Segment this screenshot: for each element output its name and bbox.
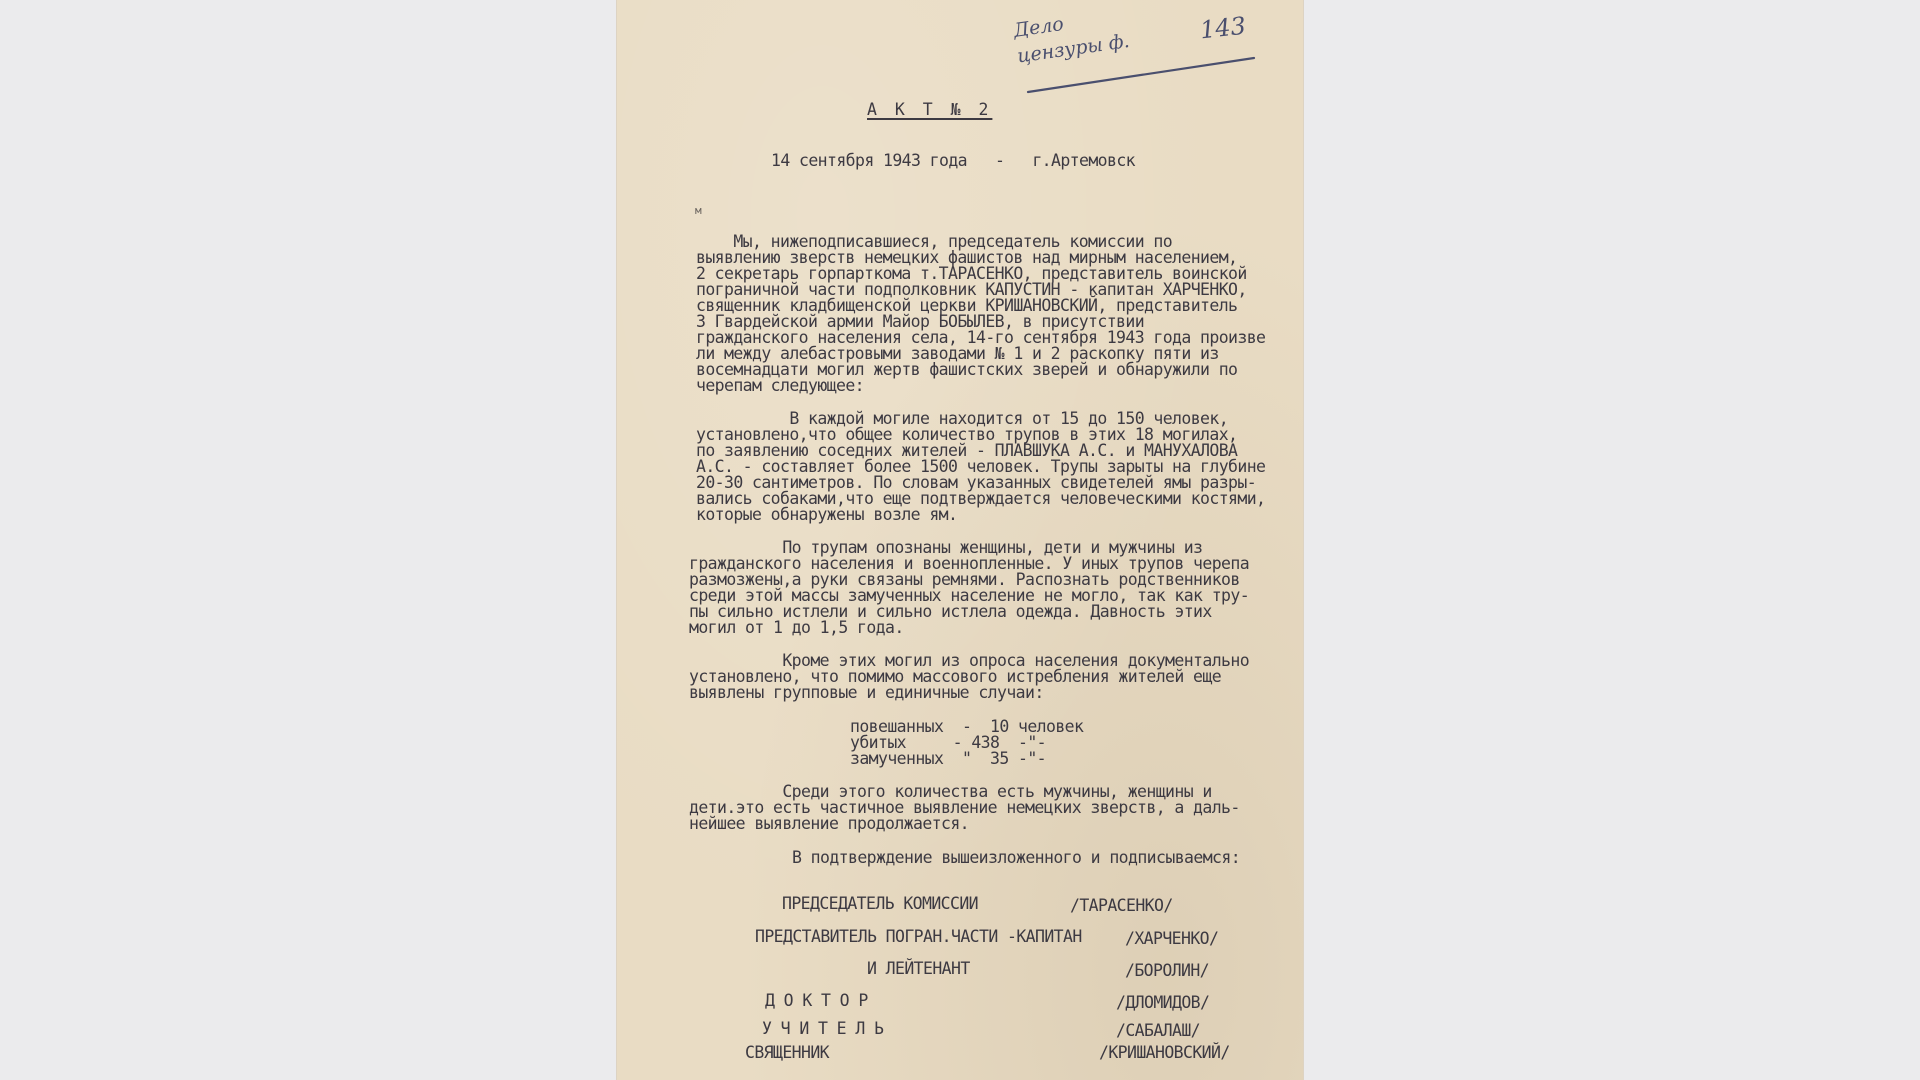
signatory-role: ПРЕДСЕДАТЕЛЬ КОМИССИИ xyxy=(782,894,979,913)
signatory-name: /ХАРЧЕНКО/ xyxy=(1125,929,1219,948)
text-line: установлено,что общее количество трупов в этих 18 могилах, xyxy=(696,425,1238,444)
text-line: черепам следующее: xyxy=(696,376,865,395)
text-line: 2 секретарь горпарткома т.ТАРАСЕНКО, представитель воинской xyxy=(696,264,1247,283)
document-title: А К Т № 2 xyxy=(867,100,993,119)
text-line: размозжены,а руки связаны ремнями. Распознать родственников xyxy=(689,570,1240,589)
text-line: которые обнаружены возле ям. xyxy=(696,505,958,524)
signatory-name: /КРИШАНОВСКИЙ/ xyxy=(1099,1043,1230,1062)
text-line: нейшее выявление продолжается. xyxy=(689,814,970,833)
text-line: вались собаками,что еще подтверждается человеческими костями, xyxy=(696,489,1266,508)
text-line: пы сильно истлели и сильно истлела одежда. Давность этих xyxy=(689,602,1212,621)
text-line: священник кладбищенской церкви КРИШАНОВСКИЙ, представитель xyxy=(696,296,1238,315)
text-line: Кроме этих могил из опроса населения документально xyxy=(689,651,1250,670)
handwritten-archive-note: Дело цензуры ф. xyxy=(1012,12,1131,68)
closing-statement: В подтверждение вышеизложенного и подписываемся: xyxy=(792,848,1241,867)
signatory-role: ПРЕДСТАВИТЕЛЬ ПОГРАН.ЧАСТИ -КАПИТАН xyxy=(755,927,1082,946)
text-line: гражданского населения села, 14-го сентября 1943 года произве xyxy=(696,328,1266,347)
text-line: Среди этого количества есть мужчины, женщины и xyxy=(689,782,1212,801)
text-line: дети.это есть частичное выявление немецких зверств, а даль- xyxy=(689,798,1240,817)
text-line: по заявлению соседних жителей - ПЛАВШУКА А.С. и МАНУХАЛОВА xyxy=(696,441,1238,460)
signatory-name: /ТАРАСЕНКО/ xyxy=(1070,896,1173,915)
text-line: Мы, нижеподписавшиеся, председатель комиссии по xyxy=(696,232,1173,251)
list-item: замученных " 35 -"- xyxy=(850,749,1047,768)
text-line: установлено, что помимо массового истребления жителей еще xyxy=(689,667,1222,686)
list-item: повешанных - 10 человек xyxy=(850,717,1084,736)
signatory-role: И ЛЕЙТЕНАНТ xyxy=(867,959,970,978)
signatory-name: /САБАЛАШ/ xyxy=(1116,1021,1201,1040)
document-page xyxy=(617,0,1303,1080)
text-line: выявлены групповые и единичные случаи: xyxy=(689,683,1044,702)
ink-mark: м xyxy=(695,204,702,217)
text-line: А.С. - составляет более 1500 человек. Трупы зарыты на глубине xyxy=(696,457,1266,476)
text-line: восемнадцати могил жертв фашистских зверей и обнаружили по xyxy=(696,360,1238,379)
text-line: могил от 1 до 1,5 года. xyxy=(689,618,904,637)
signatory-role: Д О К Т О Р xyxy=(765,991,868,1010)
signatory-role: СВЯЩЕННИК xyxy=(745,1043,830,1062)
signatory-name: /БОРОЛИН/ xyxy=(1125,961,1210,980)
signatory-name: /ДЛОМИДОВ/ xyxy=(1116,993,1210,1012)
handwritten-underline-stroke xyxy=(1022,50,1262,110)
text-line: 3 Гвардейской армии Майор БОБЫЛЕВ, в присутствии xyxy=(696,312,1145,331)
text-line: ли между алебастровыми заводами № 1 и 2 раскопку пяти из xyxy=(696,344,1219,363)
list-item: убитых - 438 -"- xyxy=(850,733,1047,752)
text-line: среди этой массы замученных население не могло, так как тру- xyxy=(689,586,1250,605)
text-line: выявлению зверств немецких фашистов над мирным населением, xyxy=(696,248,1238,267)
signatory-role: У Ч И Т Е Л Ь xyxy=(762,1019,884,1038)
date-location-line: 14 сентября 1943 года - г.Артемовск xyxy=(771,151,1136,170)
text-line: пограничной части подполковник КАПУСТИН - капитан ХАРЧЕНКО, xyxy=(696,280,1247,299)
text-line: гражданского населения и военнопленные. У иных трупов черепа xyxy=(689,554,1250,573)
text-line: В каждой могиле находится от 15 до 150 человек, xyxy=(696,409,1229,428)
handwritten-page-number: 143 xyxy=(1198,11,1248,45)
text-line: 20-30 сантиметров. По словам указанных свидетелей ямы разры- xyxy=(696,473,1257,492)
text-line: По трупам опознаны женщины, дети и мужчины из xyxy=(689,538,1203,557)
